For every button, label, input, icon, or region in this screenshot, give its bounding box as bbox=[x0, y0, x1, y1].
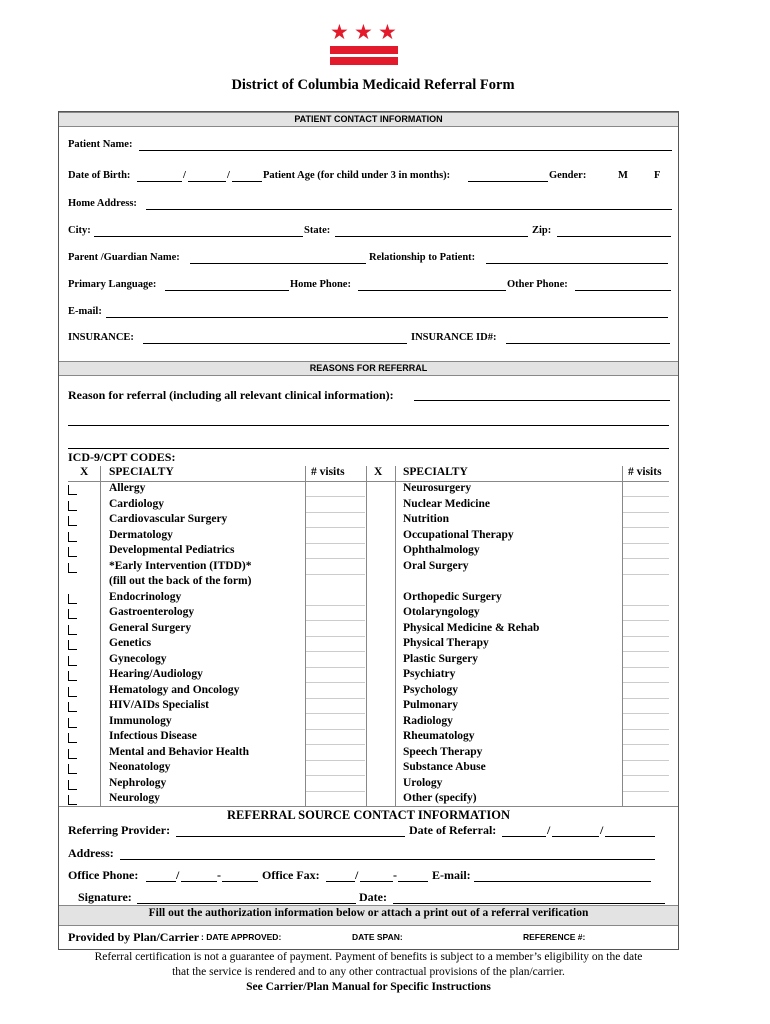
visits-field[interactable] bbox=[306, 791, 365, 792]
visits-field[interactable] bbox=[306, 605, 365, 606]
date-approved-label: : DATE APPROVED: bbox=[201, 932, 282, 942]
specialty-checkbox[interactable] bbox=[365, 532, 373, 541]
state-label: State: bbox=[304, 225, 331, 236]
fax-separator: - bbox=[393, 868, 397, 882]
specialty-checkbox[interactable] bbox=[68, 594, 77, 604]
visits-field[interactable] bbox=[306, 496, 365, 497]
reference-label: REFERENCE #: bbox=[523, 932, 586, 942]
visits-field[interactable] bbox=[623, 791, 669, 792]
visits-field[interactable] bbox=[306, 713, 365, 714]
visits-field[interactable] bbox=[623, 682, 669, 683]
footer-disclaimer-line1: Referral certification is not a guarantee of payment. Payment of benefits is subject to a member’s eligibility on the date bbox=[94, 951, 643, 963]
specialty-checkbox[interactable] bbox=[68, 764, 77, 774]
specialty-label: Dermatology bbox=[109, 528, 173, 541]
specialty-checkbox[interactable] bbox=[68, 501, 77, 511]
specialty-label: Nephrology bbox=[109, 776, 167, 789]
specialty-note: (fill out the back of the form) bbox=[109, 575, 252, 587]
visits-field[interactable] bbox=[623, 512, 669, 513]
specialty-label: Cardiology bbox=[109, 497, 164, 510]
gender-m-option[interactable]: M bbox=[618, 170, 628, 181]
specialty-checkbox[interactable] bbox=[365, 640, 373, 649]
table-header-rule bbox=[68, 481, 669, 482]
home-phone-label: Home Phone: bbox=[290, 279, 351, 290]
specialty-checkbox[interactable] bbox=[365, 702, 373, 711]
star-icon: ★ bbox=[378, 20, 397, 44]
visits-field[interactable] bbox=[306, 729, 365, 730]
specialty-checkbox[interactable] bbox=[68, 656, 77, 666]
signature-label: Signature: bbox=[78, 890, 132, 904]
state-field[interactable] bbox=[335, 236, 528, 237]
reason-line[interactable] bbox=[68, 425, 669, 426]
specialty-label: Neurosurgery bbox=[403, 482, 472, 494]
fax-separator: / bbox=[355, 868, 359, 882]
specialty-label: Psychiatry bbox=[403, 668, 456, 680]
col-visits-header: # visits bbox=[628, 466, 662, 478]
specialty-label: Plastic Surgery bbox=[403, 652, 479, 665]
other-phone-label: Other Phone: bbox=[507, 279, 568, 290]
dc-flag-logo bbox=[328, 22, 400, 62]
visits-field[interactable] bbox=[623, 543, 669, 544]
visits-field[interactable] bbox=[623, 574, 669, 575]
insurance-id-field[interactable] bbox=[506, 343, 670, 344]
specialty-checkbox[interactable] bbox=[365, 718, 373, 727]
gender-label: Gender: bbox=[549, 170, 587, 181]
visits-field[interactable] bbox=[306, 527, 365, 528]
specialty-checkbox[interactable] bbox=[68, 687, 77, 697]
section-header-reasons: REASONS FOR REFERRAL bbox=[59, 361, 678, 376]
specialty-label: General Surgery bbox=[109, 621, 192, 634]
specialty-checkbox[interactable] bbox=[365, 656, 373, 665]
specialty-checkbox[interactable] bbox=[365, 485, 373, 494]
specialty-label: Genetics bbox=[109, 637, 152, 649]
patient-name-label: Patient Name: bbox=[68, 139, 133, 150]
visits-field[interactable] bbox=[306, 667, 365, 668]
specialty-checkbox[interactable] bbox=[365, 547, 373, 556]
specialty-checkbox[interactable] bbox=[68, 532, 77, 542]
specialty-checkbox[interactable] bbox=[68, 671, 77, 681]
footer-disclaimer-line2: that the service is rendered and to any other contractual provisions of the plan/carrier. bbox=[172, 966, 565, 978]
specialty-checkbox[interactable] bbox=[68, 718, 77, 728]
star-icon: ★ bbox=[330, 20, 349, 44]
authorization-row bbox=[59, 926, 678, 949]
flag-bar-top bbox=[330, 46, 398, 54]
city-field[interactable] bbox=[94, 236, 303, 237]
specialty-checkbox[interactable] bbox=[365, 795, 373, 804]
other-phone-field[interactable] bbox=[575, 290, 671, 291]
col-visits-header: # visits bbox=[311, 466, 345, 478]
referring-provider-field[interactable] bbox=[176, 836, 405, 837]
specialty-label: Oral Surgery bbox=[403, 559, 469, 572]
signature-date-field[interactable] bbox=[393, 903, 665, 904]
provided-by-label: Provided by Plan/Carrier bbox=[68, 930, 200, 944]
authorization-instruction: Fill out the authorization information below or attach a print out of a referral verification bbox=[59, 905, 678, 926]
visits-field[interactable] bbox=[623, 744, 669, 745]
email-field[interactable] bbox=[106, 317, 668, 318]
visits-field[interactable] bbox=[306, 760, 365, 761]
visits-field[interactable] bbox=[306, 698, 365, 699]
referral-month-field[interactable] bbox=[502, 836, 546, 837]
specialty-checkbox[interactable] bbox=[365, 625, 373, 634]
referral-date-slash: / bbox=[547, 823, 551, 837]
specialty-label: Nutrition bbox=[403, 513, 449, 525]
referral-address-field[interactable] bbox=[120, 859, 655, 860]
home-address-field[interactable] bbox=[146, 209, 672, 210]
col-specialty-header: SPECIALTY bbox=[403, 466, 468, 478]
specialty-checkbox[interactable] bbox=[365, 501, 373, 510]
specialty-checkbox[interactable] bbox=[68, 547, 77, 557]
phone-separator: / bbox=[176, 868, 180, 882]
specialty-checkbox[interactable] bbox=[68, 749, 77, 759]
footer-instructions: See Carrier/Plan Manual for Specific Instructions bbox=[246, 981, 491, 993]
specialty-label: Speech Therapy bbox=[403, 745, 483, 758]
relationship-field[interactable] bbox=[486, 263, 668, 264]
specialty-checkbox[interactable] bbox=[365, 764, 373, 773]
col-x-header: X bbox=[374, 466, 383, 478]
office-phone-prefix-field[interactable] bbox=[181, 881, 217, 882]
visits-field[interactable] bbox=[623, 636, 669, 637]
visits-field[interactable] bbox=[306, 744, 365, 745]
specialty-checkbox[interactable] bbox=[68, 485, 77, 495]
primary-language-field[interactable] bbox=[165, 290, 289, 291]
dob-month-field[interactable] bbox=[137, 181, 182, 182]
home-address-label: Home Address: bbox=[68, 198, 137, 209]
zip-label: Zip: bbox=[532, 225, 552, 236]
specialty-checkbox[interactable] bbox=[68, 702, 77, 712]
city-label: City: bbox=[68, 225, 91, 236]
office-fax-prefix-field[interactable] bbox=[360, 881, 393, 882]
visits-field[interactable] bbox=[623, 729, 669, 730]
specialty-checkbox[interactable] bbox=[68, 563, 77, 573]
visits-field[interactable] bbox=[306, 775, 365, 776]
specialty-checkbox[interactable] bbox=[68, 780, 77, 790]
relationship-label: Relationship to Patient: bbox=[369, 252, 476, 263]
specialty-label: Gastroenterology bbox=[109, 606, 195, 618]
specialty-checkbox[interactable] bbox=[68, 733, 77, 743]
form-title: District of Columbia Medicaid Referral Form bbox=[231, 77, 515, 93]
section-header-patient-contact: PATIENT CONTACT INFORMATION bbox=[59, 112, 678, 127]
dob-slash: / bbox=[227, 170, 230, 181]
visits-field[interactable] bbox=[623, 651, 669, 652]
codes-label: ICD-9/CPT CODES: bbox=[68, 450, 176, 464]
email-label: E-mail: bbox=[68, 306, 102, 317]
reason-line[interactable] bbox=[68, 448, 669, 449]
specialty-checkbox[interactable] bbox=[365, 594, 373, 603]
specialty-label: Neurology bbox=[109, 792, 160, 804]
insurance-label: INSURANCE: bbox=[68, 332, 134, 343]
specialty-checkbox[interactable] bbox=[68, 795, 77, 805]
office-phone-label: Office Phone: bbox=[68, 868, 139, 882]
office-phone-line-field[interactable] bbox=[222, 881, 258, 882]
specialty-label: Pulmonary bbox=[403, 699, 458, 711]
visits-field[interactable] bbox=[623, 698, 669, 699]
visits-field[interactable] bbox=[306, 636, 365, 637]
col-x-header: X bbox=[80, 466, 89, 478]
col-specialty-header: SPECIALTY bbox=[109, 466, 174, 478]
referral-date-slash: / bbox=[600, 823, 604, 837]
office-fax-area-field[interactable] bbox=[326, 881, 355, 882]
referral-email-label: E-mail: bbox=[432, 868, 471, 882]
specialty-label: Mental and Behavior Health bbox=[109, 745, 250, 758]
referring-provider-label: Referring Provider: bbox=[68, 823, 171, 837]
referral-address-label: Address: bbox=[68, 846, 114, 860]
specialty-checkbox[interactable] bbox=[68, 625, 77, 635]
dob-slash: / bbox=[183, 170, 186, 181]
specialty-label: Gynecology bbox=[109, 652, 167, 665]
visits-field[interactable] bbox=[623, 620, 669, 621]
dob-day-field[interactable] bbox=[188, 181, 226, 182]
visits-field[interactable] bbox=[623, 605, 669, 606]
visits-field[interactable] bbox=[306, 682, 365, 683]
visits-field[interactable] bbox=[306, 574, 365, 575]
specialty-label: Urology bbox=[403, 776, 443, 789]
office-phone-area-field[interactable] bbox=[146, 881, 176, 882]
date-of-referral-label: Date of Referral: bbox=[409, 823, 497, 837]
specialty-checkbox[interactable] bbox=[365, 671, 373, 680]
specialty-checkbox[interactable] bbox=[365, 516, 373, 525]
specialty-label: Nuclear Medicine bbox=[403, 497, 490, 510]
specialty-label: Immunology bbox=[109, 714, 172, 727]
specialty-label: Rheumatology bbox=[403, 730, 475, 742]
star-icon: ★ bbox=[354, 20, 373, 44]
specialty-label: Endocrinology bbox=[109, 590, 182, 603]
reason-label: Reason for referral (including all relevant clinical information): bbox=[68, 388, 394, 402]
visits-field[interactable] bbox=[623, 775, 669, 776]
specialty-checkbox[interactable] bbox=[68, 640, 77, 650]
gender-f-option[interactable]: F bbox=[654, 170, 661, 181]
visits-field[interactable] bbox=[623, 496, 669, 497]
date-span-label: DATE SPAN: bbox=[352, 932, 403, 942]
visits-field[interactable] bbox=[306, 651, 365, 652]
visits-field[interactable] bbox=[306, 543, 365, 544]
specialty-checkbox[interactable] bbox=[365, 563, 373, 572]
referral-year-field[interactable] bbox=[605, 836, 655, 837]
reason-field[interactable] bbox=[414, 400, 670, 401]
visits-field[interactable] bbox=[623, 527, 669, 528]
section-header-referral-source: REFERRAL SOURCE CONTACT INFORMATION bbox=[59, 806, 678, 822]
specialty-label: Physical Therapy bbox=[403, 637, 489, 649]
signature-field[interactable] bbox=[137, 903, 356, 904]
zip-field[interactable] bbox=[557, 236, 671, 237]
visits-field[interactable] bbox=[306, 512, 365, 513]
specialty-label: Radiology bbox=[403, 714, 453, 727]
visits-field[interactable] bbox=[306, 620, 365, 621]
specialty-checkbox[interactable] bbox=[365, 780, 373, 789]
specialty-label: Ophthalmology bbox=[403, 544, 480, 556]
specialty-checkbox[interactable] bbox=[68, 609, 77, 619]
insurance-field[interactable] bbox=[143, 343, 407, 344]
primary-language-label: Primary Language: bbox=[68, 279, 157, 290]
signature-date-label: Date: bbox=[359, 890, 387, 904]
specialty-label: Infectious Disease bbox=[109, 730, 197, 742]
insurance-id-label: INSURANCE ID#: bbox=[411, 332, 497, 343]
specialty-label: Psychology bbox=[403, 683, 458, 696]
specialty-checkbox[interactable] bbox=[365, 609, 373, 618]
visits-field[interactable] bbox=[623, 713, 669, 714]
specialty-label: Physical Medicine & Rehab bbox=[403, 621, 540, 634]
patient-age-field[interactable] bbox=[468, 181, 548, 182]
visits-field[interactable] bbox=[623, 667, 669, 668]
guardian-name-label: Parent /Guardian Name: bbox=[68, 252, 180, 263]
specialty-label: Allergy bbox=[109, 482, 146, 494]
specialty-label: Other (specify) bbox=[403, 792, 477, 804]
phone-separator: - bbox=[217, 868, 221, 882]
specialty-label: Cardiovascular Surgery bbox=[109, 513, 228, 525]
home-phone-field[interactable] bbox=[358, 290, 506, 291]
specialty-checkbox[interactable] bbox=[68, 516, 77, 526]
patient-name-field[interactable] bbox=[139, 150, 672, 151]
patient-age-label: Patient Age (for child under 3 in months): bbox=[263, 170, 451, 181]
guardian-name-field[interactable] bbox=[190, 263, 366, 264]
specialty-label: Orthopedic Surgery bbox=[403, 590, 502, 603]
specialty-checkbox[interactable] bbox=[365, 733, 373, 742]
specialty-label: Occupational Therapy bbox=[403, 528, 514, 541]
specialty-label: HIV/AIDs Specialist bbox=[109, 699, 209, 711]
specialty-label: Neonatology bbox=[109, 761, 171, 773]
office-fax-line-field[interactable] bbox=[398, 881, 428, 882]
specialty-checkbox[interactable] bbox=[365, 749, 373, 758]
specialty-label: Hearing/Audiology bbox=[109, 668, 203, 680]
table-divider bbox=[100, 466, 101, 806]
specialty-checkbox[interactable] bbox=[365, 687, 373, 696]
visits-field[interactable] bbox=[623, 760, 669, 761]
specialty-label: Developmental Pediatrics bbox=[109, 544, 235, 556]
specialty-label: *Early Intervention (ITDD)* bbox=[109, 559, 252, 572]
table-divider bbox=[395, 466, 396, 806]
office-fax-label: Office Fax: bbox=[262, 868, 320, 882]
specialty-label: Hematology and Oncology bbox=[109, 683, 240, 696]
visits-field[interactable] bbox=[306, 558, 365, 559]
specialty-label: Otolaryngology bbox=[403, 606, 480, 618]
dob-label: Date of Birth: bbox=[68, 170, 131, 181]
dob-year-field[interactable] bbox=[232, 181, 262, 182]
referral-email-field[interactable] bbox=[474, 881, 651, 882]
visits-field[interactable] bbox=[623, 558, 669, 559]
referral-day-field[interactable] bbox=[552, 836, 599, 837]
specialty-label: Substance Abuse bbox=[403, 761, 486, 773]
flag-bar-bottom bbox=[330, 57, 398, 65]
